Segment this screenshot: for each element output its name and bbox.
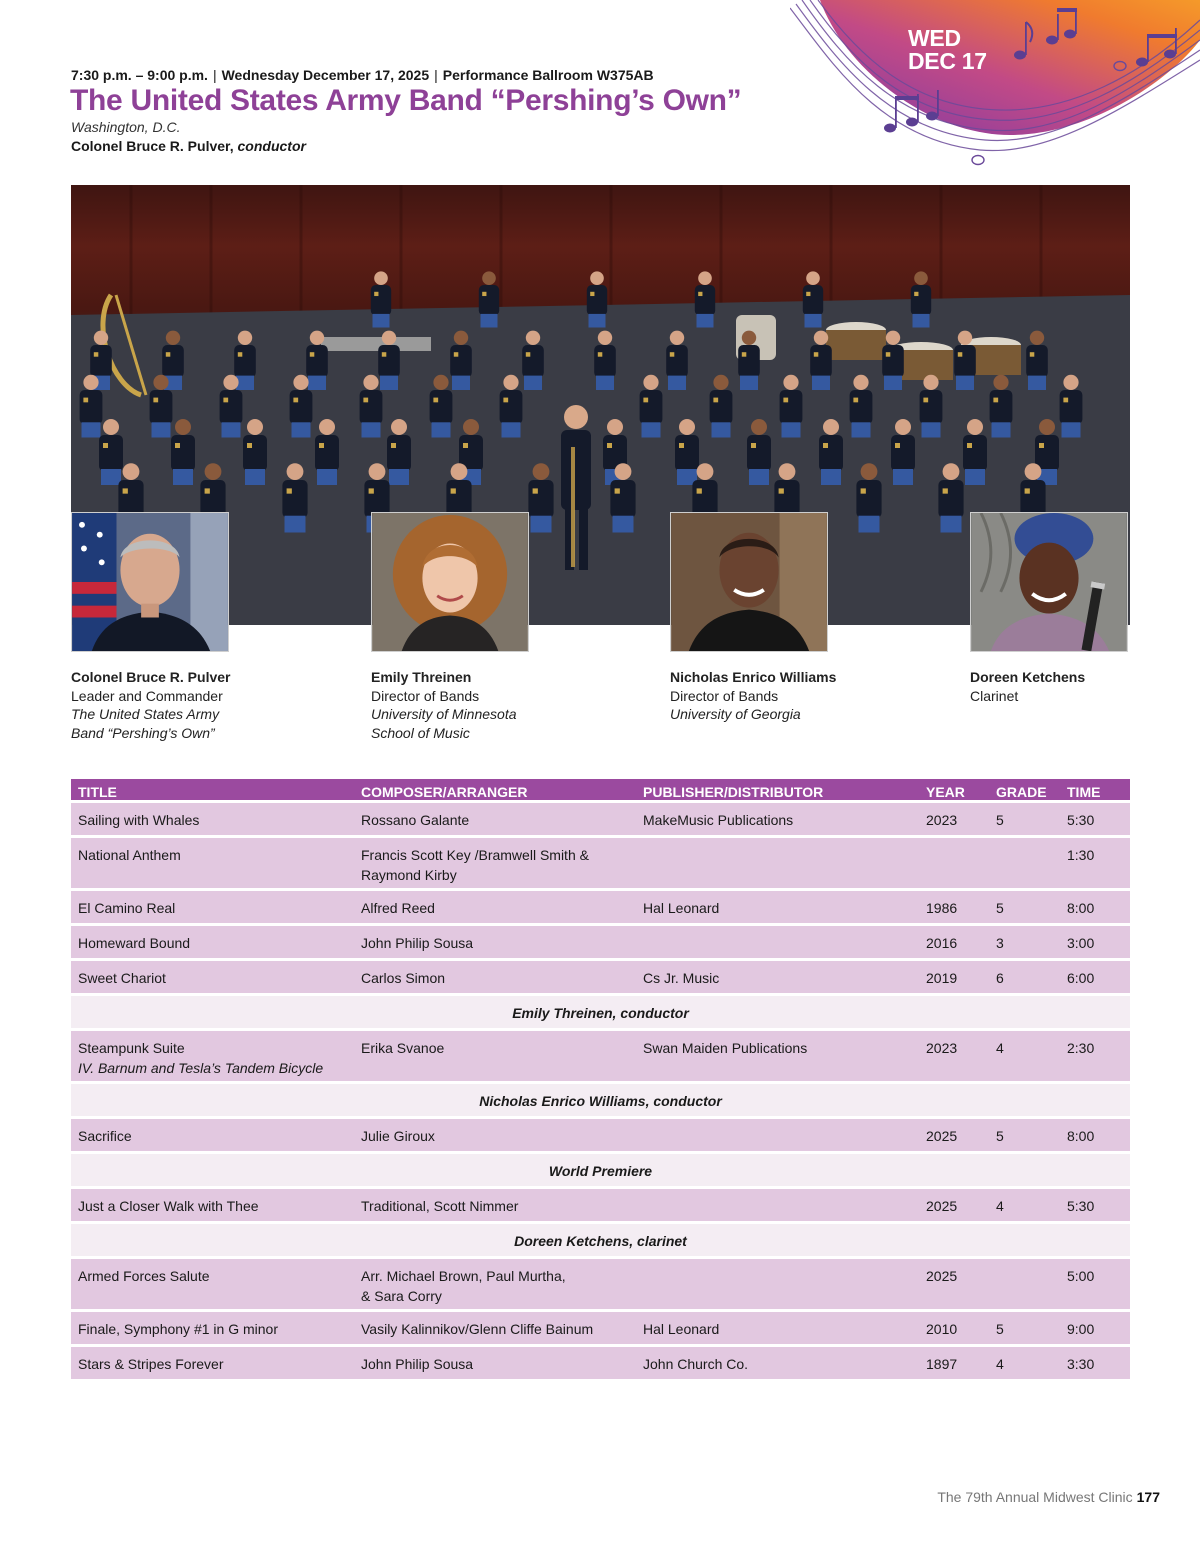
subhead-premiere: World Premiere (71, 1154, 1130, 1189)
cell-year (919, 838, 989, 891)
bio-affiliation: The United States Army (71, 706, 220, 722)
headshot-emily-threinen (371, 512, 529, 652)
cell-title: Sweet Chariot (71, 961, 354, 996)
event-date: Wednesday December 17, 2025 (221, 67, 430, 83)
col-header-year: YEAR (919, 779, 989, 803)
cell-publisher (636, 1189, 919, 1224)
bio-role: Leader and Commander (71, 687, 223, 704)
band-member (803, 271, 823, 327)
subhead-conductor: Nicholas Enrico Williams, conductor (71, 1084, 1130, 1119)
bio-role: Clarinet (970, 687, 1019, 704)
subhead-soloist: Doreen Ketchens, clarinet (71, 1224, 1130, 1259)
table-row (71, 803, 1130, 838)
program-table (71, 779, 1130, 1382)
cell-time: 5:30 (1060, 803, 1130, 838)
cell-grade: 4 (989, 1189, 1060, 1224)
col-header-composer: COMPOSER/ARRANGER (354, 779, 636, 803)
table-row (71, 891, 1130, 926)
cell-year: 1897 (919, 1347, 989, 1382)
event-time: 7:30 p.m. – 9:00 p.m. (71, 67, 208, 83)
cell-publisher (636, 926, 919, 961)
page-title: The United States Army Band “Pershing’s Own” (70, 84, 742, 117)
cell-grade: 4 (989, 1031, 1060, 1084)
cell-title: Sailing with Whales (71, 803, 354, 838)
bio-doreen-ketchens (970, 668, 1200, 705)
table-subhead-row (71, 1154, 1130, 1189)
badge-date: DEC 17 (908, 48, 987, 74)
cell-year: 2016 (919, 926, 989, 961)
date-badge-graphic (790, 0, 1200, 175)
cell-grade: 5 (989, 1119, 1060, 1154)
band-location: Washington, D.C. (71, 119, 181, 135)
bio-role: Director of Bands (670, 687, 779, 704)
col-header-time: TIME (1060, 779, 1130, 803)
composer-line: Arr. Michael Brown, Paul Murtha, (361, 1268, 566, 1284)
table-row (71, 1031, 1130, 1084)
table-row (71, 1312, 1130, 1347)
cell-composer: Vasily Kalinnikov/Glenn Cliffe Bainum (354, 1312, 636, 1347)
bio-name: Colonel Bruce R. Pulver (71, 669, 231, 685)
cell-time: 3:30 (1060, 1347, 1130, 1382)
band-member (695, 271, 715, 327)
table-row (71, 1119, 1130, 1154)
cell-composer: John Philip Sousa (354, 1347, 636, 1382)
conductor-name: Colonel Bruce R. Pulver, (71, 138, 234, 154)
bio-role: Director of Bands (371, 687, 480, 704)
cell-grade: 5 (989, 891, 1060, 926)
event-room: Performance Ballroom W375AB (442, 67, 654, 83)
cell-title: National Anthem (71, 838, 354, 891)
cell-time: 8:00 (1060, 891, 1130, 926)
table-subhead-row (71, 996, 1130, 1031)
table-row (71, 1189, 1130, 1224)
col-header-grade: GRADE (989, 779, 1060, 803)
bio-affiliation: University of Georgia (670, 706, 801, 722)
cell-publisher: John Church Co. (636, 1347, 919, 1382)
band-member (371, 271, 391, 327)
bio-affiliation: School of Music (371, 724, 470, 741)
cell-title: Just a Closer Walk with Thee (71, 1189, 354, 1224)
event-meta (71, 67, 654, 83)
col-header-title: TITLE (71, 779, 354, 803)
table-header-row (71, 779, 1130, 803)
cell-time: 2:30 (1060, 1031, 1130, 1084)
cell-composer: Carlos Simon (354, 961, 636, 996)
cell-year: 2019 (919, 961, 989, 996)
bio-bruce-pulver (71, 668, 321, 742)
cell-title: Sacrifice (71, 1119, 354, 1154)
band-conductor (71, 138, 306, 154)
band-member (911, 271, 931, 327)
cell-grade: 6 (989, 961, 1060, 996)
band-member (479, 271, 499, 327)
cell-time: 5:00 (1060, 1259, 1130, 1312)
cell-year: 2025 (919, 1189, 989, 1224)
table-subhead-row (71, 1224, 1130, 1259)
bio-nicholas-williams (670, 668, 920, 724)
cell-grade: 5 (989, 803, 1060, 838)
cell-time: 1:30 (1060, 838, 1130, 891)
composer-line: Francis Scott Key /Bramwell Smith & (361, 847, 589, 863)
cell-year: 2025 (919, 1119, 989, 1154)
composer-line: & Sara Corry (361, 1287, 442, 1304)
cell-time: 3:00 (1060, 926, 1130, 961)
cell-time: 8:00 (1060, 1119, 1130, 1154)
bio-name: Doreen Ketchens (970, 669, 1086, 685)
page-number: 177 (1136, 1489, 1160, 1505)
cell-grade (989, 838, 1060, 891)
cell-grade (989, 1259, 1060, 1312)
table-row (71, 1259, 1130, 1312)
bio-affiliation: Band “Pershing’s Own” (71, 724, 215, 741)
table-row (71, 838, 1130, 891)
cell-year: 2010 (919, 1312, 989, 1347)
title-line: Steampunk Suite (78, 1040, 185, 1056)
composer-line: Raymond Kirby (361, 866, 457, 883)
cell-year: 2023 (919, 1031, 989, 1084)
cell-title: Finale, Symphony #1 in G minor (71, 1312, 354, 1347)
cell-time: 5:30 (1060, 1189, 1130, 1224)
cell-publisher: MakeMusic Publications (636, 803, 919, 838)
cell-grade: 3 (989, 926, 1060, 961)
cell-title: El Camino Real (71, 891, 354, 926)
bio-name: Emily Threinen (371, 669, 472, 685)
cell-time: 6:00 (1060, 961, 1130, 996)
cell-grade: 5 (989, 1312, 1060, 1347)
date-badge (908, 27, 987, 73)
cell-publisher: Hal Leonard (636, 891, 919, 926)
table-row (71, 961, 1130, 996)
meta-separator: | (212, 67, 217, 83)
footer-publication: The 79th Annual Midwest Clinic (937, 1489, 1133, 1505)
cell-composer: Julie Giroux (354, 1119, 636, 1154)
movement-line: IV. Barnum and Tesla’s Tandem Bicycle (78, 1059, 324, 1076)
cell-composer (354, 1259, 636, 1312)
conductor-role: conductor (237, 138, 306, 154)
cell-composer: Traditional, Scott Nimmer (354, 1189, 636, 1224)
bio-emily-threinen (371, 668, 621, 742)
bio-affiliation: University of Minnesota (371, 706, 517, 722)
headshot-nicholas-williams (670, 512, 828, 652)
cell-year: 2025 (919, 1259, 989, 1312)
cell-publisher (636, 1119, 919, 1154)
cell-composer: John Philip Sousa (354, 926, 636, 961)
cell-grade: 4 (989, 1347, 1060, 1382)
cell-title (71, 1031, 354, 1084)
cell-composer: Rossano Galante (354, 803, 636, 838)
meta-separator: | (434, 67, 438, 83)
cell-publisher (636, 838, 919, 891)
cell-title: Stars & Stripes Forever (71, 1347, 354, 1382)
table-subhead-row (71, 1084, 1130, 1119)
col-header-publisher: PUBLISHER/DISTRIBUTOR (636, 779, 919, 803)
cell-publisher: Cs Jr. Music (636, 961, 919, 996)
cell-year: 1986 (919, 891, 989, 926)
page-footer (937, 1489, 1160, 1505)
cell-publisher: Hal Leonard (636, 1312, 919, 1347)
cell-title: Armed Forces Salute (71, 1259, 354, 1312)
table-row (71, 1347, 1130, 1382)
cell-composer (354, 838, 636, 891)
cell-title: Homeward Bound (71, 926, 354, 961)
cell-publisher (636, 1259, 919, 1312)
badge-day: WED (908, 25, 961, 51)
bio-name: Nicholas Enrico Williams (670, 669, 837, 685)
table-row (71, 926, 1130, 961)
band-member (587, 271, 607, 327)
headshot-bruce-pulver (71, 512, 229, 652)
cell-publisher: Swan Maiden Publications (636, 1031, 919, 1084)
headshot-doreen-ketchens (970, 512, 1128, 652)
cell-time: 9:00 (1060, 1312, 1130, 1347)
cell-composer: Alfred Reed (354, 891, 636, 926)
cell-year: 2023 (919, 803, 989, 838)
subhead-conductor: Emily Threinen, conductor (71, 996, 1130, 1031)
cell-composer: Erika Svanoe (354, 1031, 636, 1084)
